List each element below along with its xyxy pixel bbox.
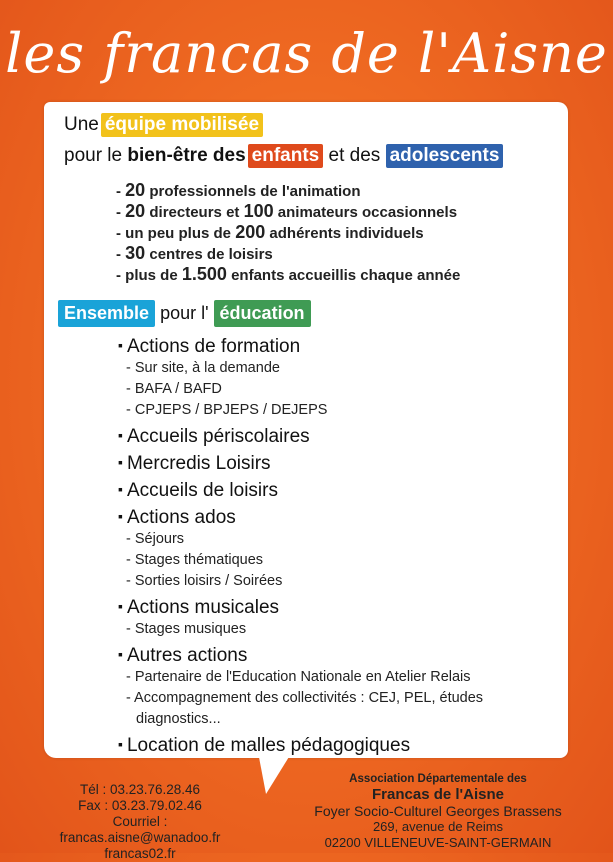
intro-bold: bien-être des (127, 145, 246, 166)
sub-item: - Stages musiques (126, 621, 247, 637)
sub-item: - Accompagnement des collectivités : CEJ, PEL, études (126, 690, 484, 706)
highlight-education: éducation (214, 300, 311, 327)
intro-text: et des (328, 145, 381, 166)
association-name: Association Départementale des (349, 773, 527, 785)
association-title: Francas de l'Aisne (372, 786, 504, 803)
address-block (296, 771, 580, 851)
sub-item: diagnostics... (136, 711, 221, 727)
highlight-enfants: enfants (248, 144, 324, 168)
email-link[interactable]: Courriel : francas.aisne@wanadoo.fr (59, 814, 221, 845)
action-ados: ▪ Actions ados (118, 507, 236, 529)
sub-item: - Partenaire de l'Education Nationale en Atelier Relais (126, 669, 471, 685)
sub-item: - Stages thématiques (126, 552, 264, 568)
highlight-equipe: équipe mobilisée (101, 113, 263, 137)
stat-item: - 30 centres de loisirs (116, 243, 273, 263)
highlight-ensemble: Ensemble (58, 300, 155, 327)
address-line: Foyer Socio-Culturel Georges Brassens (314, 803, 562, 819)
action-periscolaires: ▪ Accueils périscolaires (118, 426, 310, 448)
action-loisirs: ▪ Accueils de loisirs (118, 480, 278, 502)
action-formation: ▪ Actions de formation (118, 336, 300, 358)
page-title: les francas de l'Aisne (5, 22, 608, 85)
ensemble-text: pour l' (160, 303, 209, 323)
intro-line-1 (64, 113, 263, 137)
stat-item: - un peu plus de 200 adhérents individuels (116, 222, 424, 242)
website-link[interactable]: francas02.fr (104, 846, 176, 861)
sub-item: - BAFA / BAFD (126, 381, 222, 397)
address-line: 269, avenue de Reims (372, 819, 504, 834)
speech-bubble-tail (258, 752, 292, 794)
sub-item: - Sorties loisirs / Soirées (126, 573, 283, 589)
stat-item: - 20 professionnels de l'animation (116, 180, 361, 200)
action-autres: ▪ Autres actions (118, 645, 247, 667)
phone-number: Tél : 03.23.76.28.46 (79, 782, 201, 797)
contact-block (40, 782, 240, 862)
intro-text: Une (64, 114, 99, 135)
intro-line-2 (64, 144, 503, 168)
action-musicales: ▪ Actions musicales (118, 597, 279, 619)
sub-item: - CPJEPS / BPJEPS / DEJEPS (126, 402, 328, 418)
stat-item: - plus de 1.500 enfants accueillis chaque année (116, 264, 461, 284)
address-line: 02200 VILLENEUVE-SAINT-GERMAIN (324, 835, 552, 850)
sub-item: - Séjours (126, 531, 185, 547)
stat-item: - 20 directeurs et 100 animateurs occasionnels (116, 201, 458, 221)
action-mercredis: ▪ Mercredis Loisirs (118, 453, 271, 475)
ensemble-line (58, 300, 311, 327)
sub-item: - Sur site, à la demande (126, 360, 280, 376)
action-malles: ▪ Location de malles pédagogiques (118, 735, 410, 757)
intro-text: pour le (64, 145, 123, 166)
fax-number: Fax : 03.23.79.02.46 (78, 798, 202, 813)
highlight-adolescents: adolescents (386, 144, 504, 168)
